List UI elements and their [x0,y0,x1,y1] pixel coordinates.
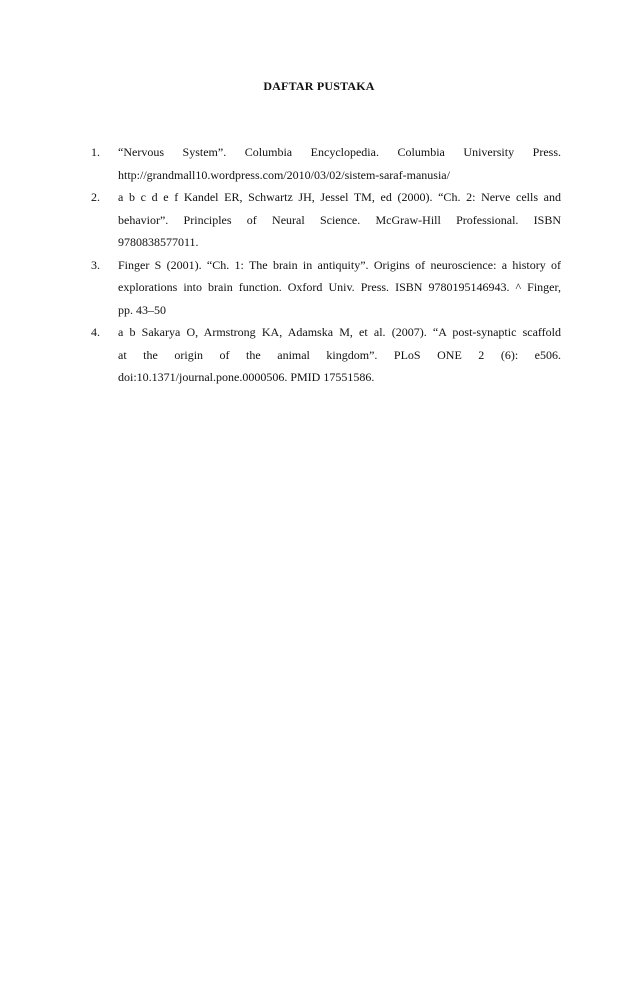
page-title: DAFTAR PUSTAKA [263,79,375,93]
reference-line: pp. 43–50 [118,302,166,317]
reference-line: “Nervous System”. Columbia Encyclopedia. Columbia University Press. [118,145,561,159]
reference-url: http://grandmall10.wordpress.com/2010/03/02/sistem-saraf-manusia/ [118,167,450,182]
reference-item-3 [91,254,561,322]
reference-line: at the origin of the animal kingdom”. PLoS ONE 2 (6): e506. [118,347,561,362]
reference-line: behavior”. Principles of Neural Science. McGraw-Hill Professional. ISBN [118,212,561,227]
reference-number: 2. [91,190,100,204]
reference-line: a b Sakarya O, Armstrong KA, Adamska M, et al. (2007). “A post-synaptic scaffold [118,325,561,339]
reference-item-1 [91,141,561,186]
reference-list [91,141,561,389]
reference-line: explorations into brain function. Oxford Univ. Press. ISBN 9780195146943. ^ Finger, [118,280,561,294]
reference-line: doi:10.1371/journal.pone.0000506. PMID 17551586. [118,370,375,384]
reference-item-2 [91,186,561,254]
reference-number: 3. [91,257,100,272]
reference-line: a b c d e f Kandel ER, Schwartz JH, Jessel TM, ed (2000). “Ch. 2: Nerve cells and [118,190,561,204]
reference-line: Finger S (2001). “Ch. 1: The brain in antiquity”. Origins of neuroscience: a history of [118,257,561,272]
reference-number: 1. [91,145,100,159]
reference-item-4 [91,321,561,389]
reference-line: 9780838577011. [118,235,199,249]
reference-number: 4. [91,325,100,339]
